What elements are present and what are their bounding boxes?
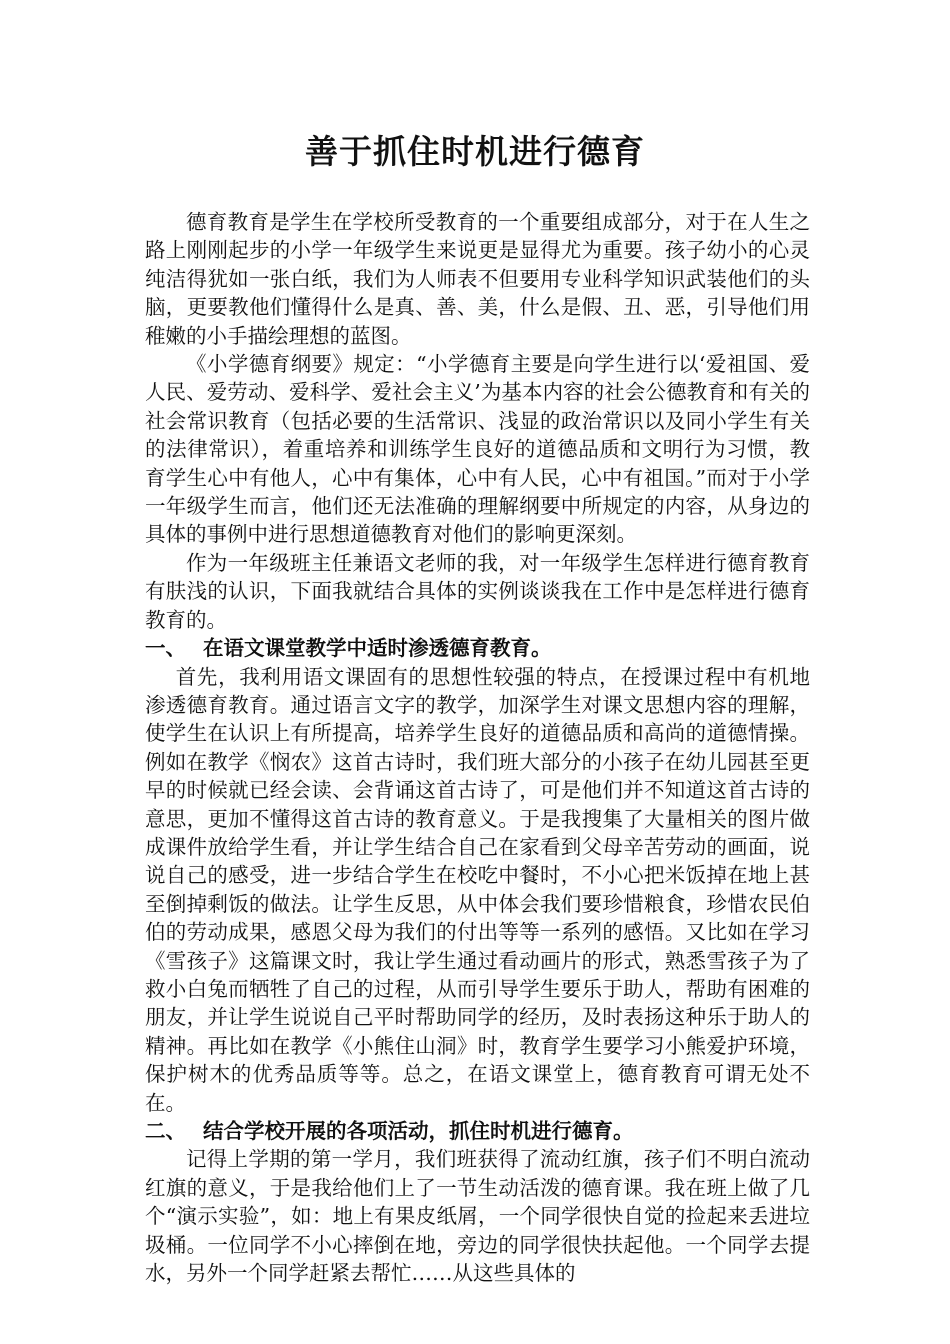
section-2-heading	[145, 1117, 810, 1145]
document-body	[145, 208, 810, 1287]
section-2-paragraph: 记得上学期的第一学月，我们班获得了流动红旗，孩子们不明白流动红旗的意义，于是我给他们上了一节生动活泼的德育课。我在班上做了几个“演示实验”，如：地上有果皮纸屑，一个同学很快自觉的捡起来丢进垃圾桶。一位同学不小心摔倒在地，旁边的同学很快扶起他。一个同学去提水，另外一个同学赶紧去帮忙……从这些具体的	[145, 1147, 810, 1286]
intro-paragraph-3: 作为一年级班主任兼语文老师的我，对一年级学生怎样进行德育教育有肤浅的认识，下面我就结合具体的实例谈谈我在工作中是怎样进行德育教育的。	[145, 550, 810, 632]
intro-paragraph-1: 德育教育是学生在学校所受教育的一个重要组成部分，对于在人生之路上刚刚起步的小学一年级学生来说更是显得尤为重要。孩子幼小的心灵纯洁得犹如一张白纸，我们为人师表不但要用专业科学知识武装他们的头脑，更要教他们懂得什么是真、善、美，什么是假、丑、恶，引导他们用稚嫩的小手描绘理想的蓝图。	[145, 210, 810, 348]
section-2-number: 二、	[145, 1119, 186, 1143]
document-title: 善于抓住时机进行德育	[305, 132, 645, 171]
section-2-title: 结合学校开展的各项活动，抓住时机进行德育。	[203, 1119, 634, 1143]
section-1-number: 一、	[145, 636, 186, 661]
intro-paragraph-2: 《小学德育纲要》规定：“小学德育主要是向学生进行以‘爱祖国、爱人民、爱劳动、爱科学、爱社会主义’为基本内容的社会公德教育和有关的社会常识教育（包括必要的生活常识、浅显的政治常识以及同小学生有关的法律常识），着重培养和训练学生良好的道德品质和文明行为习惯，教育学生心中有他人，心中有集体，心中有人民，心中有祖国。”而对于小学一年级学生而言，他们还无法准确的理解纲要中所规定的内容，从身边的具体的事例中进行思想道德教育对他们的影响更深刻。	[145, 352, 810, 547]
section-1-title: 在语文课堂教学中适时渗透德育教育。	[203, 636, 552, 661]
section-1-heading	[145, 634, 810, 662]
section-1-paragraph: 首先，我利用语文课固有的思想性较强的特点，在授课过程中有机地渗透德育教育。通过语言文字的教学，加深学生对课文思想内容的理解，使学生在认识上有所提高，培养学生良好的道德品质和高尚的道德情操。例如在教学《悯农》这首古诗时，我们班大部分的小孩子在幼儿园甚至更早的时候就已经会读、会背诵这首古诗了，可是他们并不知道这首古诗的意思，更加不懂得这首古诗的教育意义。于是我搜集了大量相关的图片做成课件放给学生看，并让学生结合自己在家看到父母辛苦劳动的画面，说说自己的感受，进一步结合学生在校吃中餐时，不小心把米饭掉在地上甚至倒掉剩饭的做法。让学生反思，从中体会我们要珍惜粮食，珍惜农民伯伯的劳动成果，感恩父母为我们的付出等等一系列的感悟。又比如在学习《雪孩子》这篇课文时，我让学生通过看动画片的形式，熟悉雪孩子为了救小白兔而牺牲了自己的过程，从而引导学生要乐于助人，帮助有困难的朋友，并让学生说说自己平时帮助同学的经历，及时表扬这种乐于助人的精神。再比如在教学《小熊住山洞》时，教育学生要学习小熊爱护环境，保护树木的优秀品质等等。总之，在语文课堂上，德育教育可谓无处不在。	[145, 664, 810, 1115]
